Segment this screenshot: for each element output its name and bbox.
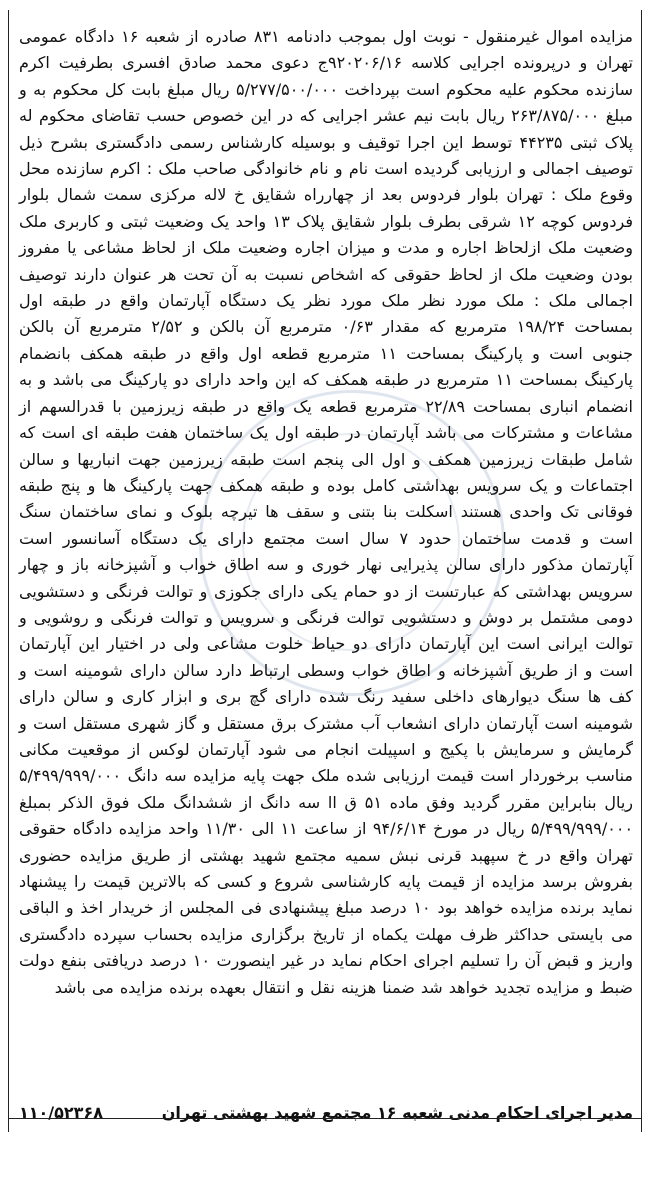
notice-footer <box>19 1100 633 1126</box>
bottom-divider <box>8 1118 642 1119</box>
auction-notice <box>8 10 642 1132</box>
notice-body-text: مزایده اموال غیرمنقول - نوبت اول بموجب دادنامه ۸۳۱ صادره از شعبه ۱۶ دادگاه عمومی تهران و درپرونده اجرایی کلاسه ۹۲۰۲۰۶/۱۶ج دعوی محمد صادق افسری بطرفیت اکرم سازنده محکوم علیه محکوم است بپرداخت ۵/۲۷۷/۵۰۰/۰۰۰ ریال مبلغ بابت کل محکوم به و مبلغ ۲۶۳/۸۷۵/۰۰۰ ریال بابت نیم عشر اجرایی که در این خصوص حسب تقاضای محکوم له پلاک ثبتی ۴۴۲۳۵ توسط این اجرا توقیف و بوسیله کارشناس رسمی دادگستری بشرح ذیل توصیف اجمالی و ارزیابی گردیده است نام و نام خانوادگی صاحب ملک : اکرم سازنده محل وقوع ملک : تهران بلوار فردوس بعد از چهارراه شقایق خ لاله مرکزی سمت شمال بلوار فردوس کوچه ۱۲ شرقی بطرف بلوار شقایق پلاک ۱۳ واحد یک وضعیت ثبتی و کاربری ملک وضعیت ملک ازلحاظ اجاره و مدت و میزان اجاره وضعیت ملک از لحاظ مشاعی یا مفروز بودن وضعیت ملک از لحاظ حقوقی که اشخاص نسبت به آن تحت هر عنوان دارند توصیف اجمالی ملک : ملک مورد نظر ملک مورد نظر یک دستگاه آپارتمان واقع در طبقه اول بمساحت ۱۹۸/۲۴ مترمربع که مقدار ۰/۶۳ مترمربع آن بالکن و ۲/۵۲ مترمربع آن بالکن جنوبی است و پارکینگ بمساحت ۱۱ مترمربع قطعه اول واقع در طبقه همکف بانضمام پارکینگ بمساحت ۱۱ مترمربع در طبقه همکف که این واحد دارای دو پارکینگ می باشد و به انضمام انباری بمساحت ۲۲/۸۹ مترمربع قطعه یک واقع در طبقه زیرزمین با قدرالسهم از مشاعات و مشترکات می باشد آپارتمان در طبقه اول یک ساختمان هفت طبقه ای است که شامل طبقات زیرزمین همکف و اول الی پنجم است طبقه زیرزمین جهت انباریها و سالن اجتماعات و یک سرویس بهداشتی کامل بوده و طبقه همکف جهت پارکینگ ها و پنج طبقه فوقانی تک واحدی هستند اسکلت بنا بتنی و سقف ها تیرچه بلوک و نمای ساختمان سنگ است و قدمت ساختمان حدود ۷ سال است مجتمع دارای یک دستگاه آسانسور است آپارتمان مذکور دارای سالن پذیرایی نهار خوری و سه اطاق خواب و آشپزخانه باز و چهار سرویس بهداشتی که عبارتست از دو حمام یکی دارای جکوزی و توالت فرنگی و دستشویی دومی مشتمل بر دوش و دستشویی توالت فرنگی و سرویس و توالت فرنگی و روشویی و توالت ایرانی است این آپارتمان دارای دو حیاط خلوت مشاعی ولی در اختیار این آپارتمان است و از طریق آشپزخانه و اطاق خواب وسطی ارتباط دارد سالن دارای شومینه است و کف ها سنگ دیوارهای داخلی سفید رنگ شده دارای گچ بری و ابزار کاری و سالن دارای شومینه است آپارتمان دارای انشعاب آب مشترک برق مستقل و گاز شهری مستقل است و گرمایش و سرمایش با پکیج و اسپیلت انجام می شود آپارتمان لوکس از موقعیت مکانی مناسب برخوردار است قیمت ارزیابی شده ملک جهت پایه مزایده سه دانگ ۵/۴۹۹/۹۹۹/۰۰۰ ریال بنابراین مقرر گردید وفق ماده ۵۱ ق اا سه دانگ از ششدانگ ملک فوق الذکر بمبلغ ۵/۴۹۹/۹۹۹/۰۰۰ ریال در مورخ ۹۴/۶/۱۴ از ساعت ۱۱ الی ۱۱/۳۰ واحد مزایده دادگاه حقوقی تهران واقع در خ سپهبد قرنی نبش سمیه مجتمع شهید بهشتی از طریق مزایده حضوری بفروش برسد مزایده از قیمت پایه کارشناسی شروع و کسی که بالاترین قیمت را پیشنهاد نماید برنده مزایده خواهد بود ۱۰ درصد مبلغ پیشنهادی فی المجلس از خریدار اخذ و الباقی می بایستی حداکثر ظرف مهلت یکماه از تاریخ برگزاری مزایده بحساب سپرده دادگستری واریز و قبض آن را تسلیم اجرای احکام نماید در غیر اینصورت ۱۰ درصد دریافتی بنفع دولت ضبط و مزایده تجدید خواهد شد ضمنا هزینه نقل و انتقال بعهده برنده مزایده می باشد <box>19 27 634 997</box>
footer-signature: مدیر اجرای احکام مدنی شعبه ۱۶ مجتمع شهید بهشتی تهران <box>161 1103 633 1122</box>
footer-code: ۱۱۰/۵۲۳۶۸ <box>19 1103 103 1122</box>
